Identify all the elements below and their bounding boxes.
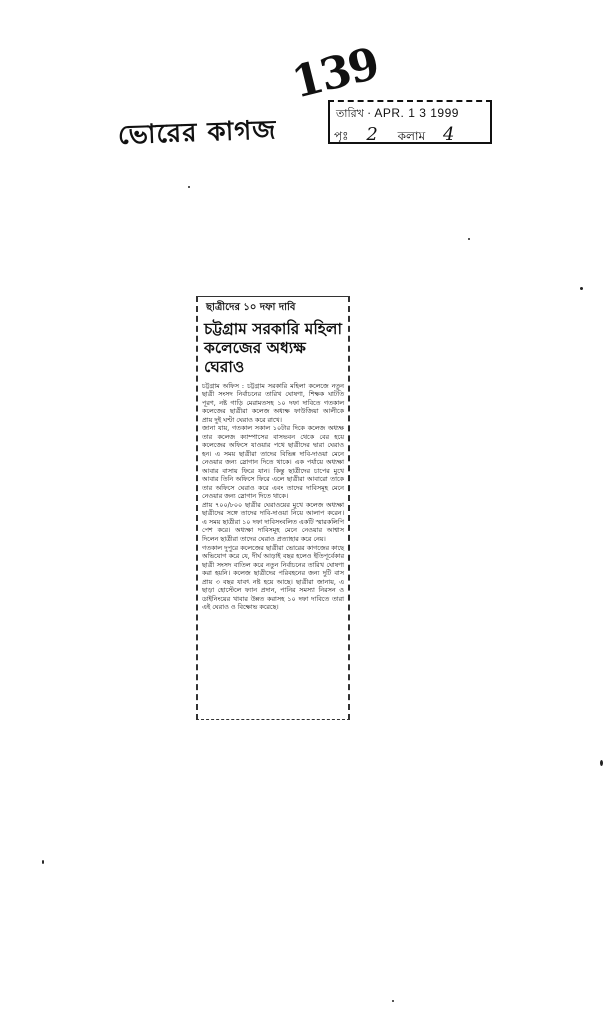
headline-line-2: কলেজের অধ্যক্ষ ঘেরাও: [204, 338, 306, 376]
article-headline: [202, 320, 344, 377]
article-paragraph-1: চট্টগ্রাম অফিস : চট্টগ্রাম সরকারি মহিলা কলেজে নতুন ছাত্রী সংসদ নির্বাচনের তারিখ ঘোষণা, শিক্ষক ঘাটতি পূরণ, নষ্ট গাড়ি মেরামতসহ ১০ দফা দাবিতে গতকাল কলেজের ছাত্রীরা কলেজ অধ্যক্ষ ফাউজিয়া আলীকে প্রায় দুই ঘণ্টা ঘেরাও করে রাখে।: [202, 381, 344, 424]
date-page-stamp: [328, 100, 492, 144]
scan-speck: [42, 860, 44, 864]
article-body: [202, 382, 344, 612]
page-label: পৃঃ: [334, 129, 349, 143]
newspaper-name-stamp: ভোরের কাগজ: [117, 115, 278, 151]
article-kicker: ছাত্রীদের ১০ দফা দাবি: [206, 302, 296, 313]
page-column-row: [334, 124, 454, 148]
news-clipping: [196, 296, 350, 720]
date-value: APR. 1 3 1999: [374, 106, 459, 120]
date-row: [336, 105, 459, 124]
page-value: 2: [366, 124, 378, 145]
article-paragraph-4: গতকাল দুপুরে কলেজের ছাত্রীরা ভোরের কাগজের কাছে অভিযোগ করে যে, দীর্ঘ আড়াই বছর হলেও ইতিপূর্বেকার ছাত্রী সংসদ বাতিল করে নতুন নির্বাচনের তারিখ ঘোষণা করা হয়নি। কলেজ ছাত্রীদের পরিবহনের জন্য দুটি বাস প্রায় ৩ বছর যাবৎ নষ্ট হয়ে আছে। ছাত্রীরা জানায়, এ ছাড়া হোস্টেলে ফ্যান প্রদান, পানির সমস্যা নিরসন ও ডাইনিংয়ের খাবার উন্নত করাসহ ১০ দফা দাবিতে তারা এই ঘেরাও ও বিক্ষোভ করেছে।: [202, 543, 344, 612]
scan-speck: [580, 287, 583, 290]
archive-number-annotation: 139: [287, 38, 383, 109]
date-separator: ·: [367, 107, 375, 120]
article-paragraph-2: জানা যায়, গতকাল সকাল ১০টার দিকে কলেজ অধ্যক্ষ তার কলেজ ক্যাম্পাসের বাসভবন থেকে বের হয়ে কলেজের অফিসে যাওয়ার পথে ছাত্রীদের দ্বারা ঘেরাও হন। এ সময় ছাত্রীরা তাদের বিভিন্ন দাবি-দাওয়া মেনে নেওয়ার জন্য স্লোগান দিতে থাকে। এক পর্যায়ে অধ্যক্ষা আবার বাসায় ফিরে যান। কিন্তু ছাত্রীদের চাপের মুখে আবার তিনি অফিসে ফিরে এলে ছাত্রীরা আবারো তাকে তার অফিসে ঘেরাও করে এবং তাদের দাবিসমূহ মেনে নেওয়ার জন্য স্লোগান দিতে থাকে।: [202, 424, 344, 501]
scan-speck: [600, 760, 603, 766]
column-value: 4: [442, 124, 455, 145]
scan-speck: [392, 1000, 394, 1002]
headline-line-1: চট্টগ্রাম সরকারি মহিলা: [204, 320, 342, 338]
scan-speck: [188, 186, 190, 188]
column-label: কলাম: [397, 129, 426, 143]
scan-speck: [468, 238, 470, 240]
date-label: তারিখ: [336, 107, 364, 120]
article-paragraph-3: প্রায় ৭০০/৮০০ ছাত্রীর ঘেরাওয়ের মুখে কলেজ অধ্যক্ষা ছাত্রীদের সঙ্গে তাদের দাবি-দাওয়া নিয়ে আলাপ করেন। এ সময় ছাত্রীরা ১০ দফা দাবিসংবলিত একটি স্মারকলিপি পেশ করে। অধ্যক্ষা দাবিসমূহ মেনে নেওয়ার আশ্বাস দিলেন ছাত্রীরা তাদের ঘেরাও প্রত্যাহার করে নেয়।: [202, 500, 344, 543]
